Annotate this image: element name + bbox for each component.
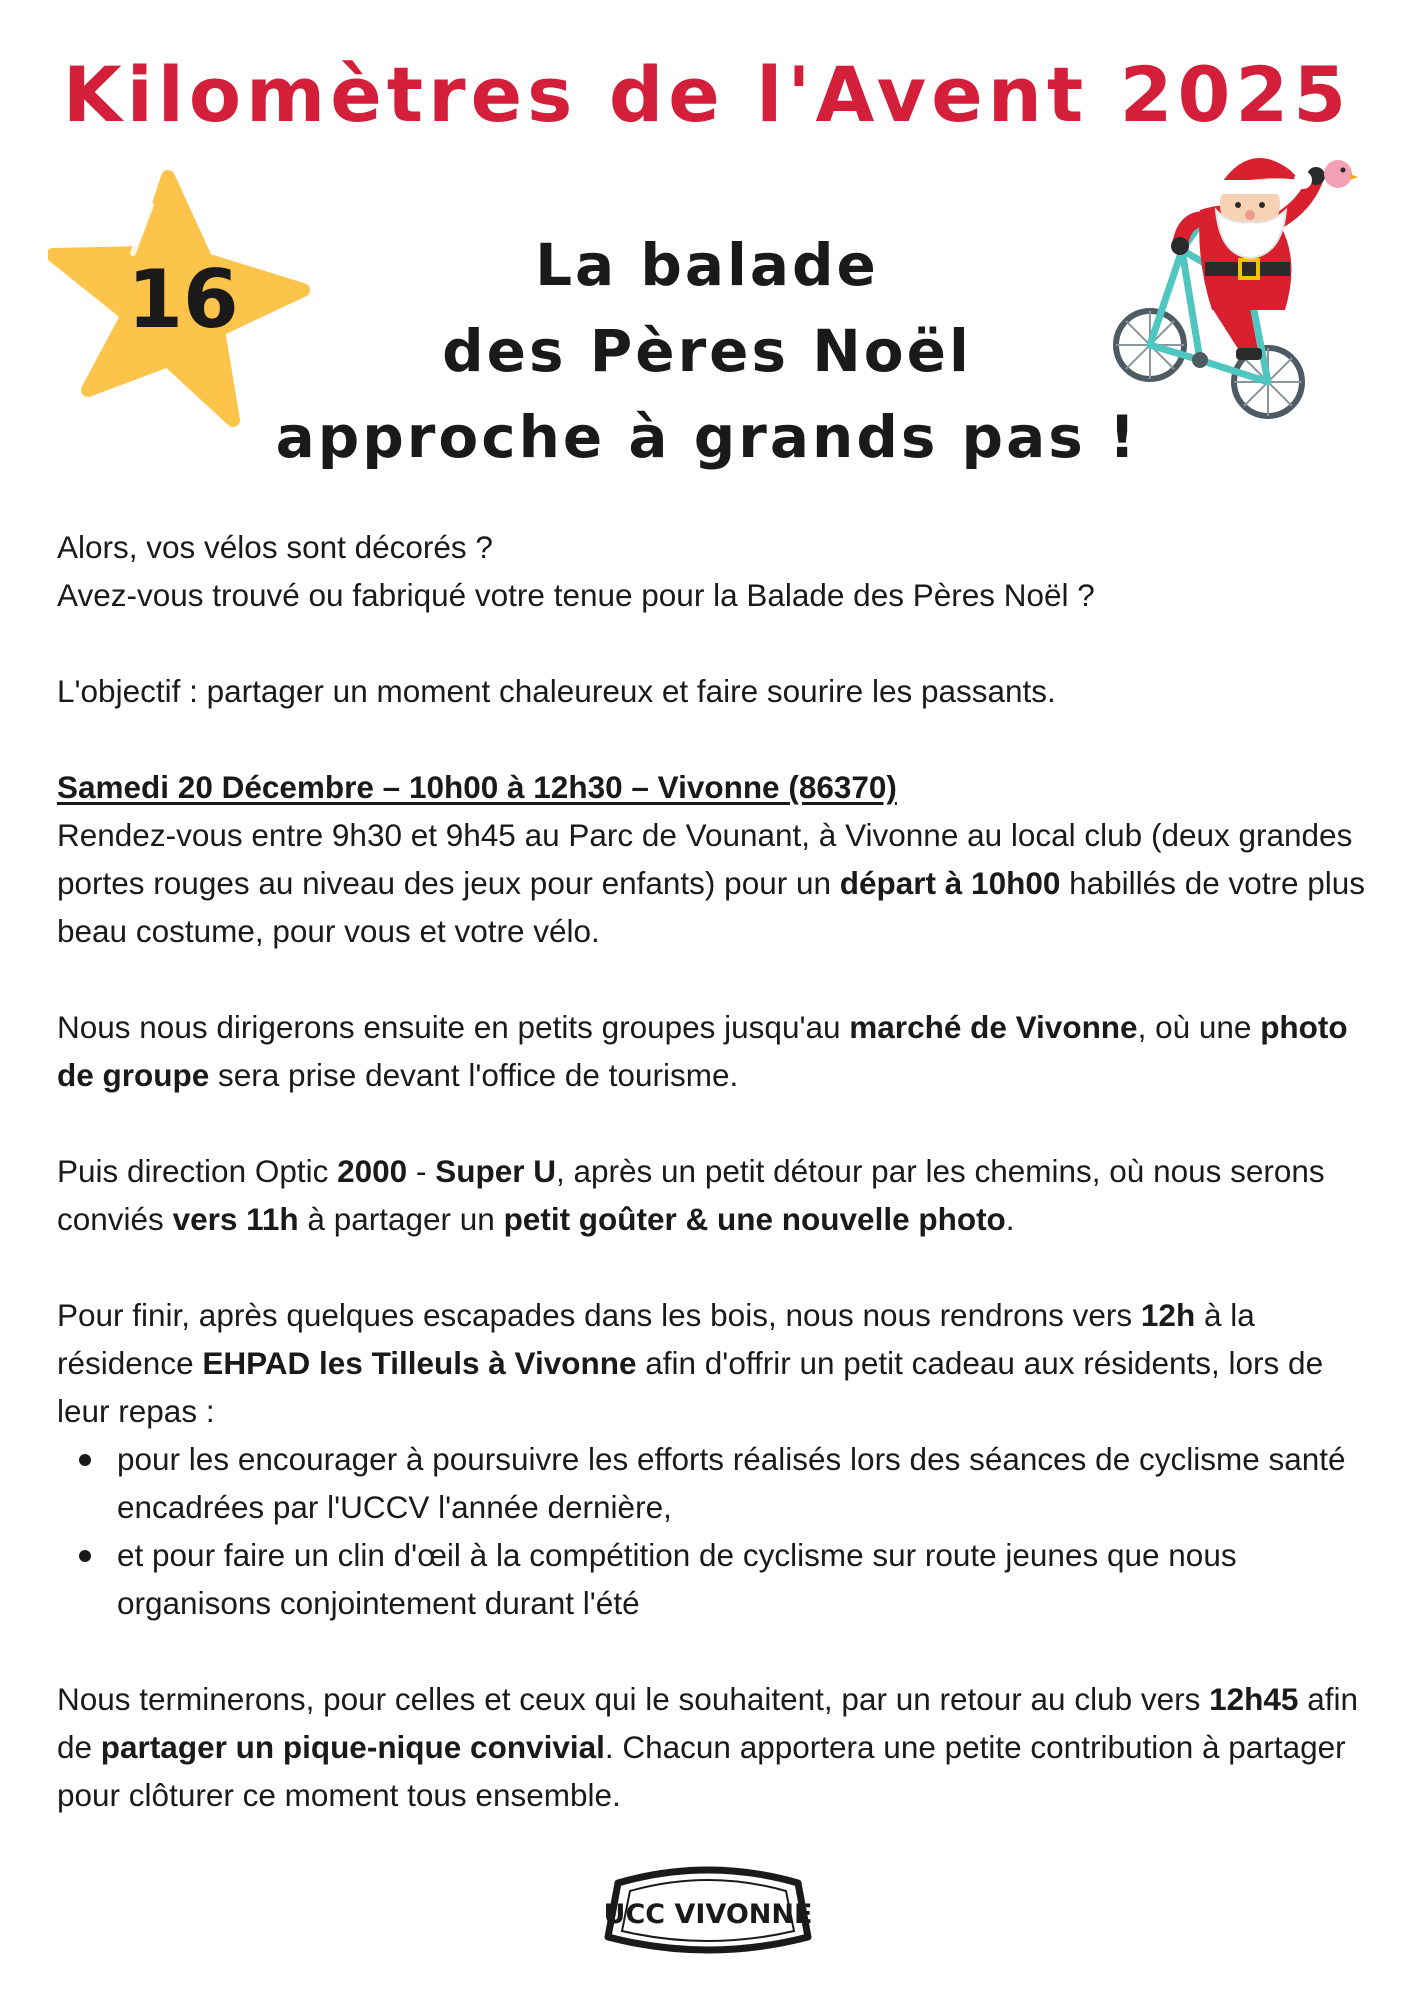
list-item: et pour faire un clin d'œil à la compétition de cyclisme sur route jeunes que nous organisons conjointement durant l'été [117, 1531, 1367, 1627]
intro-line-1: Alors, vos vélos sont décorés ? [57, 529, 493, 565]
subtitle-line-3: approche à grands pas ! [275, 403, 1139, 471]
subtitle-line-1: La balade [535, 231, 879, 299]
objective-paragraph: L'objectif : partager un moment chaleureux et faire sourire les passants. [57, 673, 1056, 709]
market-paragraph: Nous nous dirigerons ensuite en petits groupes jusqu'au marché de Vivonne, où une photo de groupe sera prise devant l'office de tourisme. [57, 1009, 1348, 1093]
optic-paragraph: Puis direction Optic 2000 - Super U, après un petit détour par les chemins, où nous serons conviés vers 11h à partager un petit goûter & une nouvelle photo. [57, 1153, 1325, 1237]
page-title: Kilomètres de l'Avent 2025 [62, 50, 1352, 139]
departure-time: départ à 10h00 [839, 865, 1061, 901]
santa-on-bicycle-illustration [1100, 150, 1370, 430]
uccv-logo [598, 1855, 818, 1965]
meeting-paragraph: Rendez-vous entre 9h30 et 9h45 au Parc de Vounant, à Vivonne au local club (deux grandes portes rouges au niveau des jeux pour enfants) pour un départ à 10h00 habillés de votre plus beau costume, pour vous et votre vélo. [57, 817, 1366, 949]
list-item: pour les encourager à poursuivre les efforts réalisés lors des séances de cyclisme santé encadrées par l'UCCV l'année dernière, [117, 1435, 1367, 1531]
day-number: 16 [127, 253, 239, 346]
event-date-line: Samedi 20 Décembre – 10h00 à 12h30 – Vivonne (86370) [57, 769, 897, 805]
ehpad-paragraph: Pour finir, après quelques escapades dans les bois, nous nous rendrons vers 12h à la résidence EHPAD les Tilleuls à Vivonne afin d'offrir un petit cadeau aux résidents, lors de leur repas : [57, 1297, 1324, 1429]
subtitle [250, 222, 1164, 480]
intro-line-2: Avez-vous trouvé ou fabriqué votre tenue pour la Balade des Pères Noël ? [57, 577, 1095, 613]
subtitle-line-2: des Pères Noël [442, 317, 972, 385]
logo-text: UCC VIVONNE [603, 1899, 813, 1930]
ehpad-bullet-list [57, 1435, 1367, 1627]
closing-paragraph: Nous terminerons, pour celles et ceux qui le souhaitent, par un retour au club vers 12h45 afin de partager un pique-nique convivial. Chacun apportera une petite contribution à partager pour clôturer ce moment tous ensemble. [57, 1681, 1358, 1813]
article-body [57, 523, 1367, 1819]
